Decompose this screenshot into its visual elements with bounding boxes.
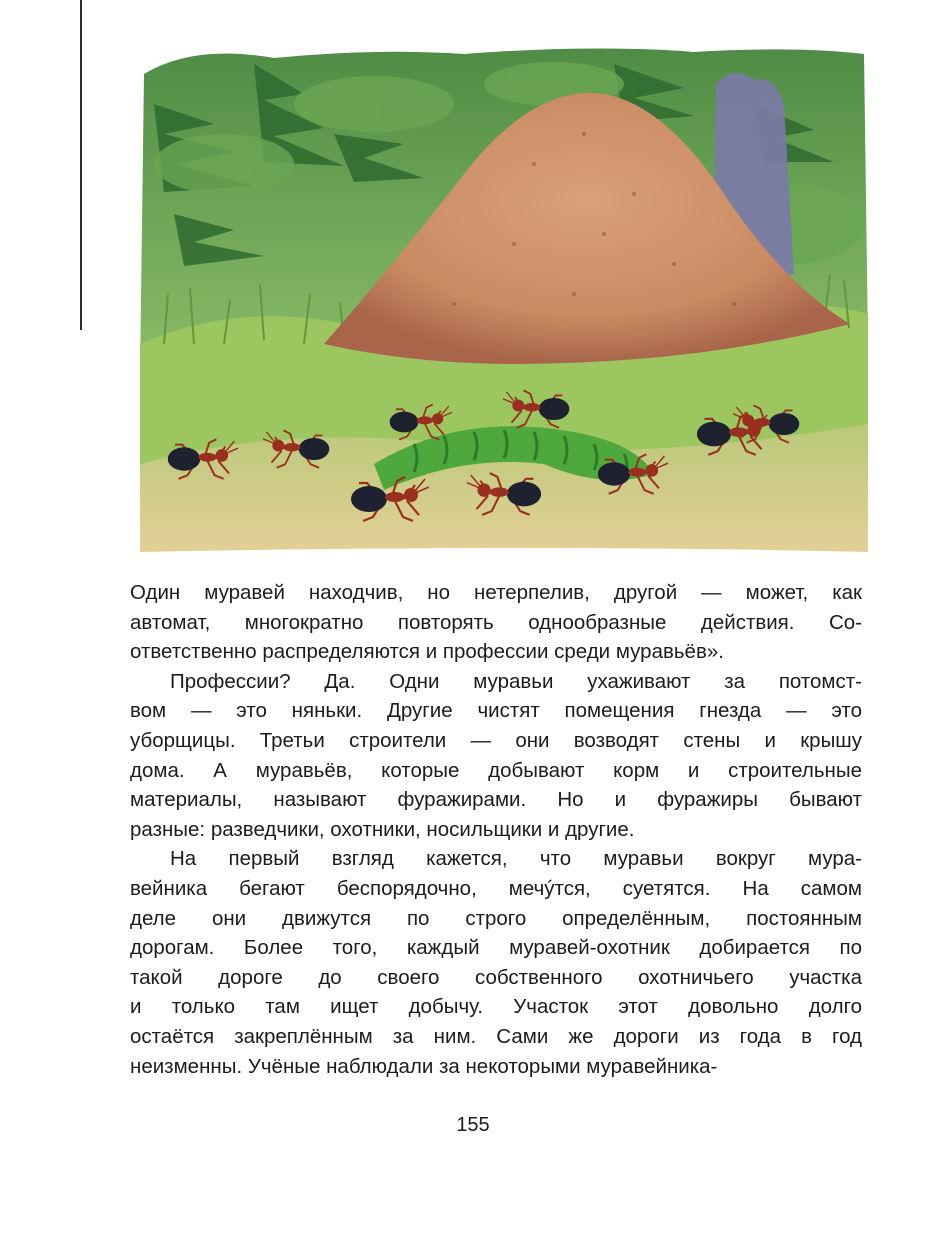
page-number: 155 <box>456 1114 490 1136</box>
body-text <box>130 578 862 1081</box>
paragraph-3 <box>130 844 862 1081</box>
text-line: автомат, многократно повторять однообразные действия. Со- <box>130 610 862 634</box>
text-line: остаётся закреплённым за ним. Сами же дороги из года в год <box>130 1024 862 1048</box>
paragraph-2 <box>130 667 862 845</box>
text-line: уборщицы. Третьи строители — они возводят стены и крышу <box>130 728 862 752</box>
text-line: такой дороге до своего собственного охотничьего участка <box>130 965 862 989</box>
text-line: ответственно распределяются и профессии среди муравьёв». <box>130 640 724 664</box>
text-line: вом — это няньки. Другие чистят помещения гнезда — это <box>130 699 862 723</box>
text-line: неизменны. Учёные наблюдали за некоторыми муравейника- <box>130 1054 718 1078</box>
text-line: деле они движутся по строго определённым, постоянным <box>130 906 862 930</box>
page-binding-edge <box>80 0 82 330</box>
text-line: дома. А муравьёв, которые добывают корм и строительные <box>130 758 862 782</box>
text-line: Один муравей находчив, но нетерпелив, другой — может, как <box>130 581 862 604</box>
text-line: материалы, называют фуражирами. Но и фуражиры бывают <box>130 788 862 812</box>
illustration-canvas <box>134 44 870 552</box>
paragraph-1 <box>130 578 862 667</box>
text-line: Профессии? Да. Одни муравьи ухаживают за потомст- <box>170 669 862 693</box>
text-line: и только там ищет добычу. Участок этот довольно долго <box>130 995 862 1019</box>
text-line: дорогам. Более того, каждый муравей-охотник добирается по <box>130 936 862 960</box>
text-line: разные: разведчики, охотники, носильщики и другие. <box>130 817 635 841</box>
text-line: вейника бегают беспорядочно, мечýтся, суетятся. На самом <box>130 876 862 900</box>
anthill-illustration <box>134 44 870 552</box>
text-line: На первый взгляд кажется, что муравьи вокруг мура- <box>170 847 862 871</box>
